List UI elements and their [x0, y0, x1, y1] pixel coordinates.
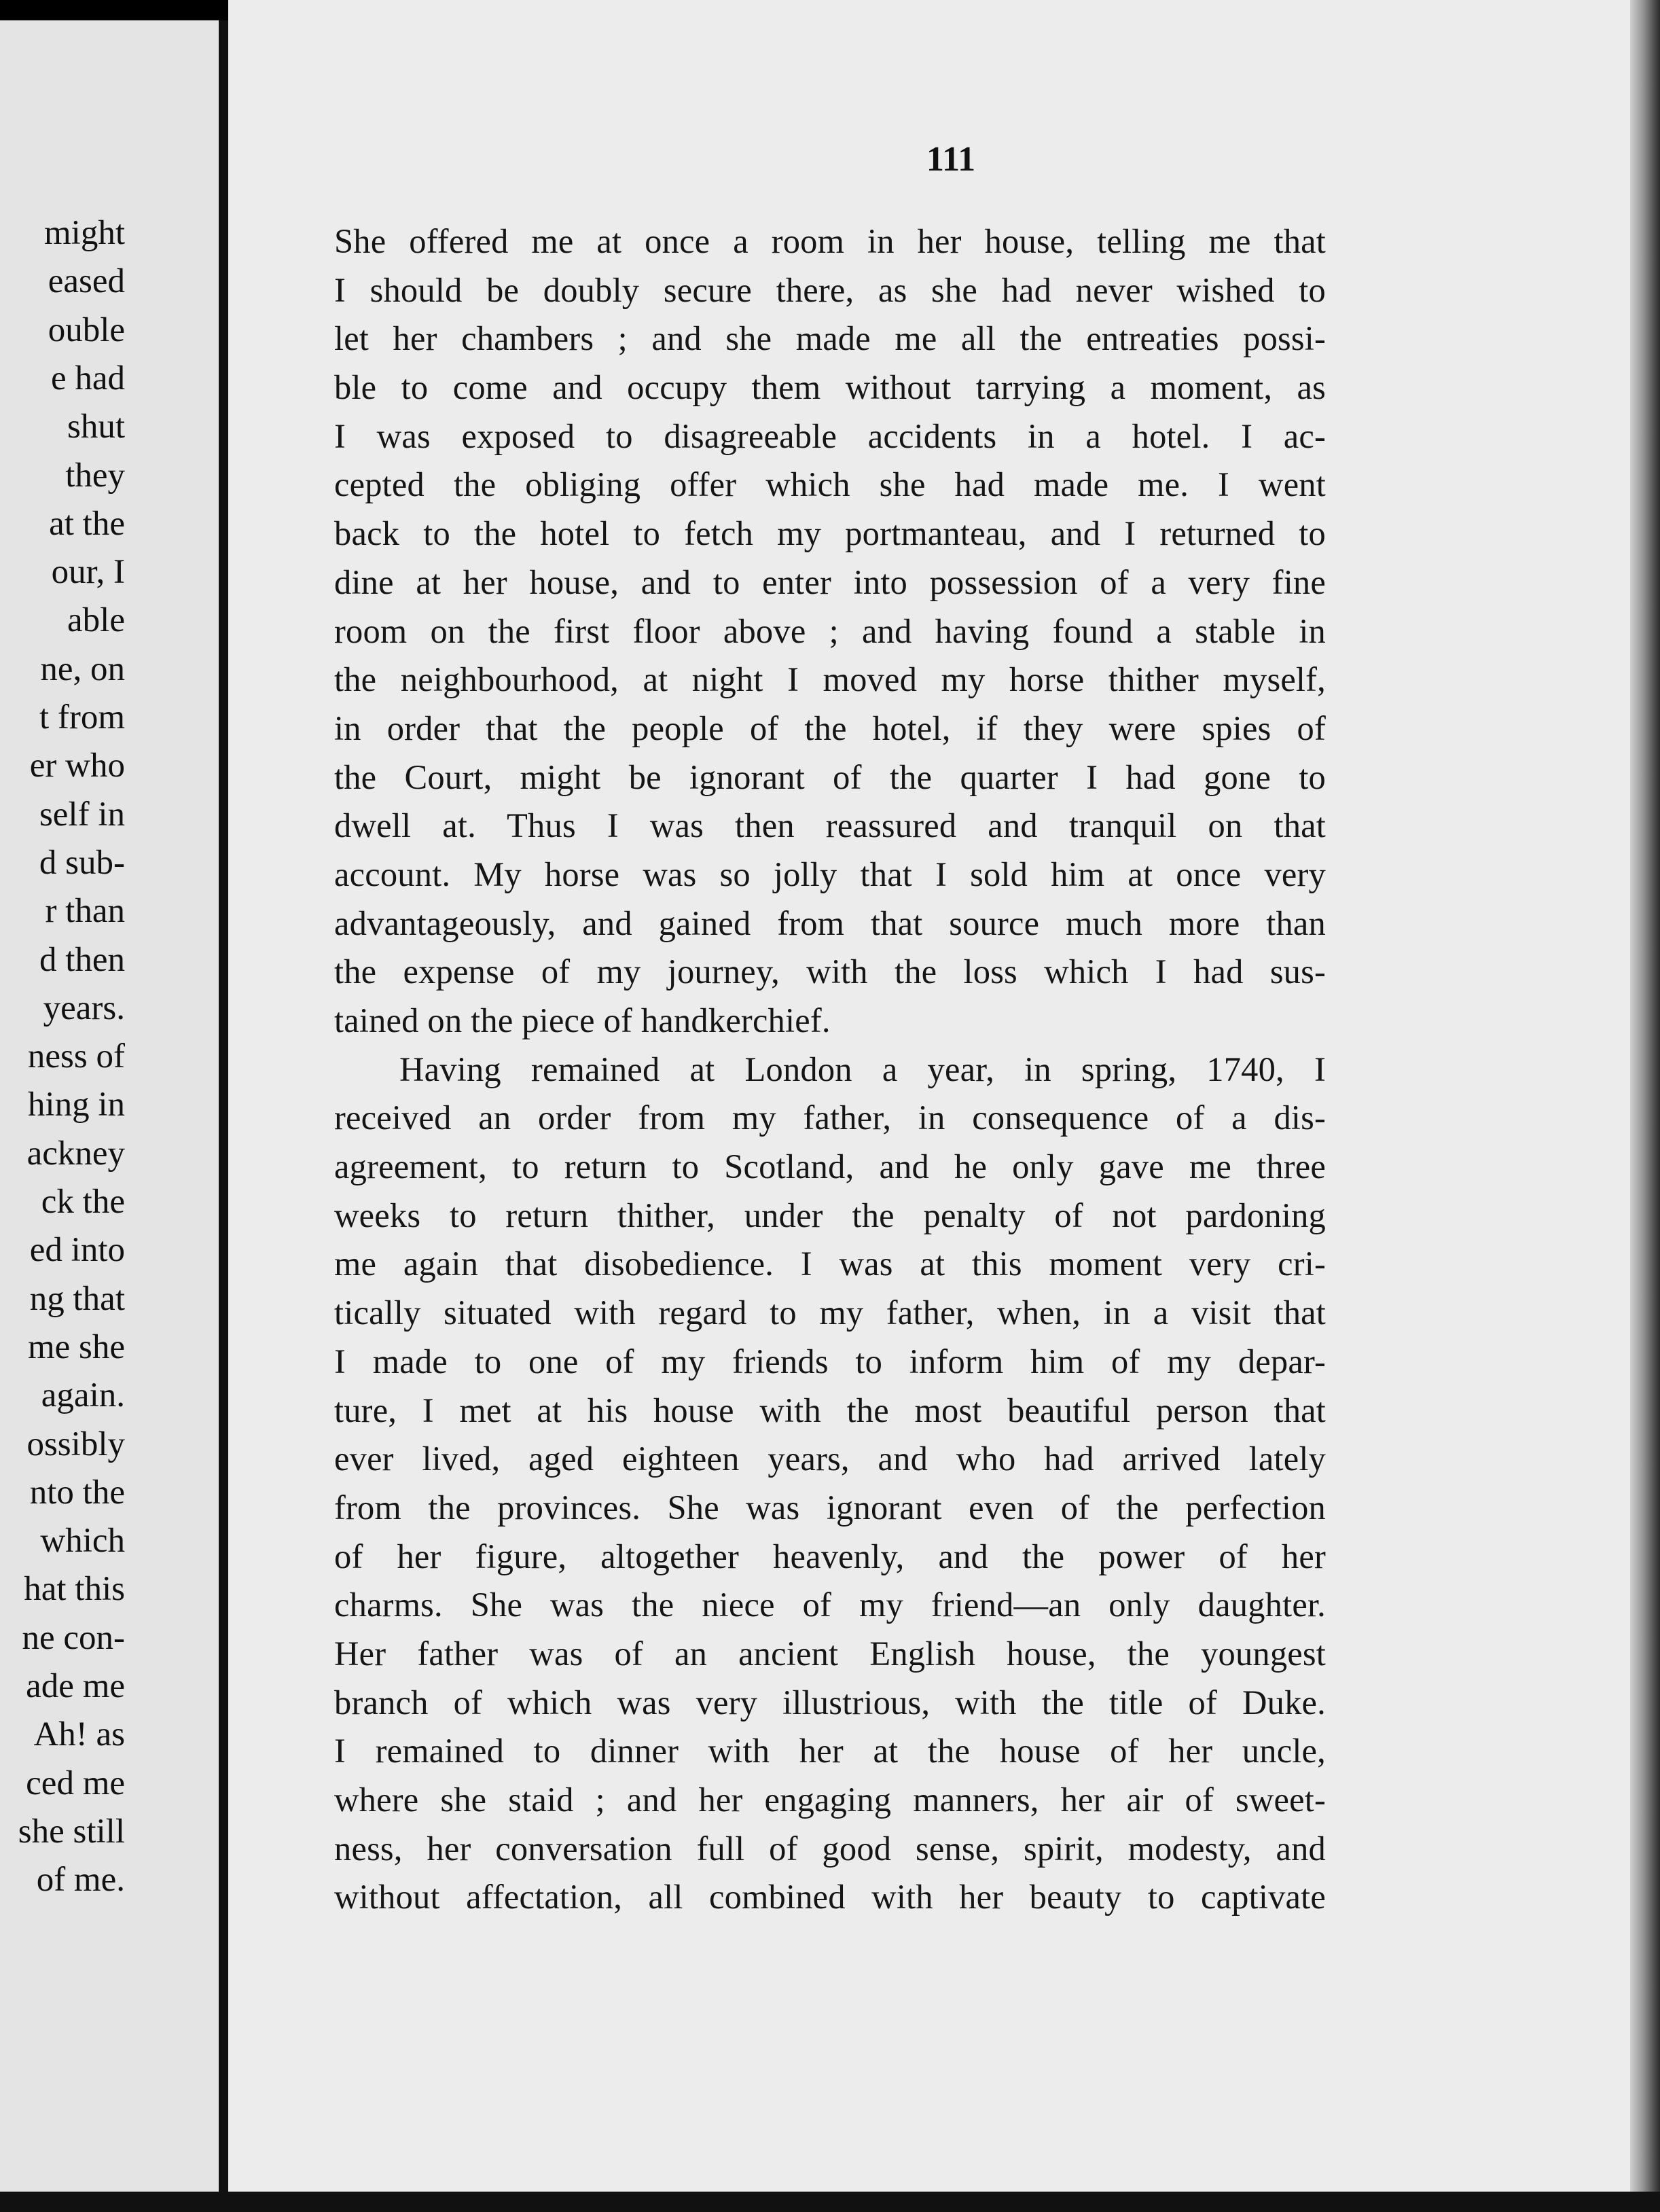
- left-page-line-fragment: might: [43, 214, 125, 252]
- left-page-line-fragment: ck the: [41, 1183, 125, 1221]
- text-line: Her father was of an ancient English house, the youngest: [334, 1634, 1326, 1673]
- left-page-line-fragment: ness of: [27, 1037, 125, 1076]
- text-line: dwell at. Thus I was then reassured and tranquil on that: [334, 806, 1326, 845]
- text-line: ture, I met at his house with the most beautiful person that: [334, 1391, 1326, 1429]
- text-line: I should be doubly secure there, as she had never wished to: [334, 270, 1326, 309]
- left-page-line-fragment: Ah! as: [33, 1715, 125, 1754]
- paragraph: [334, 1046, 1326, 1922]
- text-line: dine at her house, and to enter into possession of a very fine: [334, 563, 1326, 601]
- text-line: I was exposed to disagreeable accidents in a hotel. I ac-: [334, 416, 1326, 455]
- left-page-line-fragment: shut: [67, 408, 125, 446]
- text-line: branch of which was very illustrious, with the title of Duke.: [334, 1683, 1326, 1722]
- text-line: from the provinces. She was ignorant even of the perfection: [334, 1488, 1326, 1527]
- text-line: account. My horse was so jolly that I sold him at once very: [334, 855, 1326, 893]
- text-line: weeks to return thither, under the penalty of not pardoning: [334, 1196, 1326, 1234]
- text-line: charms. She was the niece of my friend—an only daughter.: [334, 1586, 1326, 1624]
- text-line: I made to one of my friends to inform him of my depar-: [334, 1342, 1326, 1380]
- left-page-line-fragment: self in: [39, 795, 125, 834]
- text-line: in order that the people of the hotel, if they were spies of: [334, 709, 1326, 747]
- left-page-line-fragment: our, I: [51, 553, 125, 592]
- text-line: ness, her conversation full of good sense, spirit, modesty, and: [334, 1829, 1326, 1868]
- text-line: agreement, to return to Scotland, and he only gave me three: [334, 1147, 1326, 1186]
- left-page: [0, 20, 219, 2194]
- page-number: 111: [926, 140, 976, 179]
- left-page-line-fragment: which: [40, 1522, 125, 1560]
- text-line: Having remained at London a year, in spring, 1740, I: [399, 1050, 1326, 1088]
- left-page-line-fragment: hat this: [24, 1570, 125, 1609]
- book-gutter: [219, 20, 228, 2194]
- left-page-line-fragment: ced me: [26, 1764, 125, 1802]
- left-page-line-fragment: ne con-: [22, 1618, 125, 1657]
- right-page: [228, 0, 1630, 2212]
- paragraph: [334, 217, 1326, 1046]
- text-line: the Court, might be ignorant of the quarter I had gone to: [334, 757, 1326, 796]
- left-page-line-fragment: eased: [48, 262, 125, 301]
- left-page-line-fragment: ouble: [48, 310, 125, 349]
- text-line: where she staid ; and her engaging manners, her air of sweet-: [334, 1781, 1326, 1819]
- left-page-line-fragment: they: [65, 456, 125, 495]
- text-line: me again that disobedience. I was at this moment very cri-: [334, 1245, 1326, 1283]
- left-page-line-fragment: me she: [27, 1327, 125, 1366]
- left-page-line-fragment: ade me: [26, 1667, 125, 1705]
- text-line: back to the hotel to fetch my portmanteau, and I returned to: [334, 514, 1326, 553]
- text-line: ble to come and occupy them without tarrying a moment, as: [334, 368, 1326, 407]
- left-page-line-fragment: ng that: [29, 1279, 125, 1318]
- left-page-line-fragment: she still: [18, 1812, 125, 1851]
- text-line: the expense of my journey, with the loss which I had sus-: [334, 952, 1326, 991]
- left-page-line-fragment: ne, on: [40, 649, 125, 688]
- body-text: [334, 217, 1326, 1922]
- left-page-line-fragment: years.: [43, 988, 125, 1027]
- text-line: tained on the piece of handkerchief.: [334, 1001, 831, 1039]
- scan-border: [0, 2192, 1660, 2212]
- text-line: She offered me at once a room in her house, telling me that: [334, 222, 1326, 260]
- text-line: ever lived, aged eighteen years, and who had arrived lately: [334, 1440, 1326, 1478]
- text-line: received an order from my father, in consequence of a dis-: [334, 1099, 1326, 1137]
- left-page-line-fragment: able: [67, 601, 125, 640]
- left-page-line-fragment: ed into: [29, 1231, 125, 1270]
- text-line: of her figure, altogether heavenly, and the power of her: [334, 1537, 1326, 1575]
- left-page-line-fragment: ossibly: [26, 1425, 125, 1463]
- text-line: the neighbourhood, at night I moved my horse thither myself,: [334, 660, 1326, 699]
- text-line: room on the first floor above ; and having found a stable in: [334, 611, 1326, 650]
- left-page-line-fragment: d then: [39, 940, 125, 979]
- left-page-line-fragment: ackney: [26, 1134, 125, 1173]
- left-page-line-fragment: er who: [29, 747, 125, 785]
- left-page-line-fragment: at the: [49, 504, 125, 543]
- left-page-line-fragment: e had: [50, 359, 125, 397]
- left-page-line-fragment: r than: [45, 892, 125, 931]
- left-page-line-fragment: t from: [39, 698, 125, 736]
- page-edge: [1630, 0, 1660, 2212]
- text-line: I remained to dinner with her at the house of her uncle,: [334, 1732, 1326, 1770]
- left-page-line-fragment: of me.: [36, 1861, 125, 1899]
- text-line: without affectation, all combined with her beauty to captivate: [334, 1878, 1326, 1916]
- left-page-line-fragment: nto the: [29, 1473, 125, 1512]
- left-page-line-fragment: hing in: [27, 1086, 125, 1124]
- text-line: tically situated with regard to my father, when, in a visit that: [334, 1294, 1326, 1332]
- text-line: cepted the obliging offer which she had made me. I went: [334, 465, 1326, 504]
- text-line: advantageously, and gained from that source much more than: [334, 904, 1326, 942]
- left-page-line-fragment: again.: [41, 1376, 125, 1415]
- left-page-line-fragment: d sub-: [39, 843, 125, 882]
- text-line: let her chambers ; and she made me all the entreaties possi-: [334, 319, 1326, 358]
